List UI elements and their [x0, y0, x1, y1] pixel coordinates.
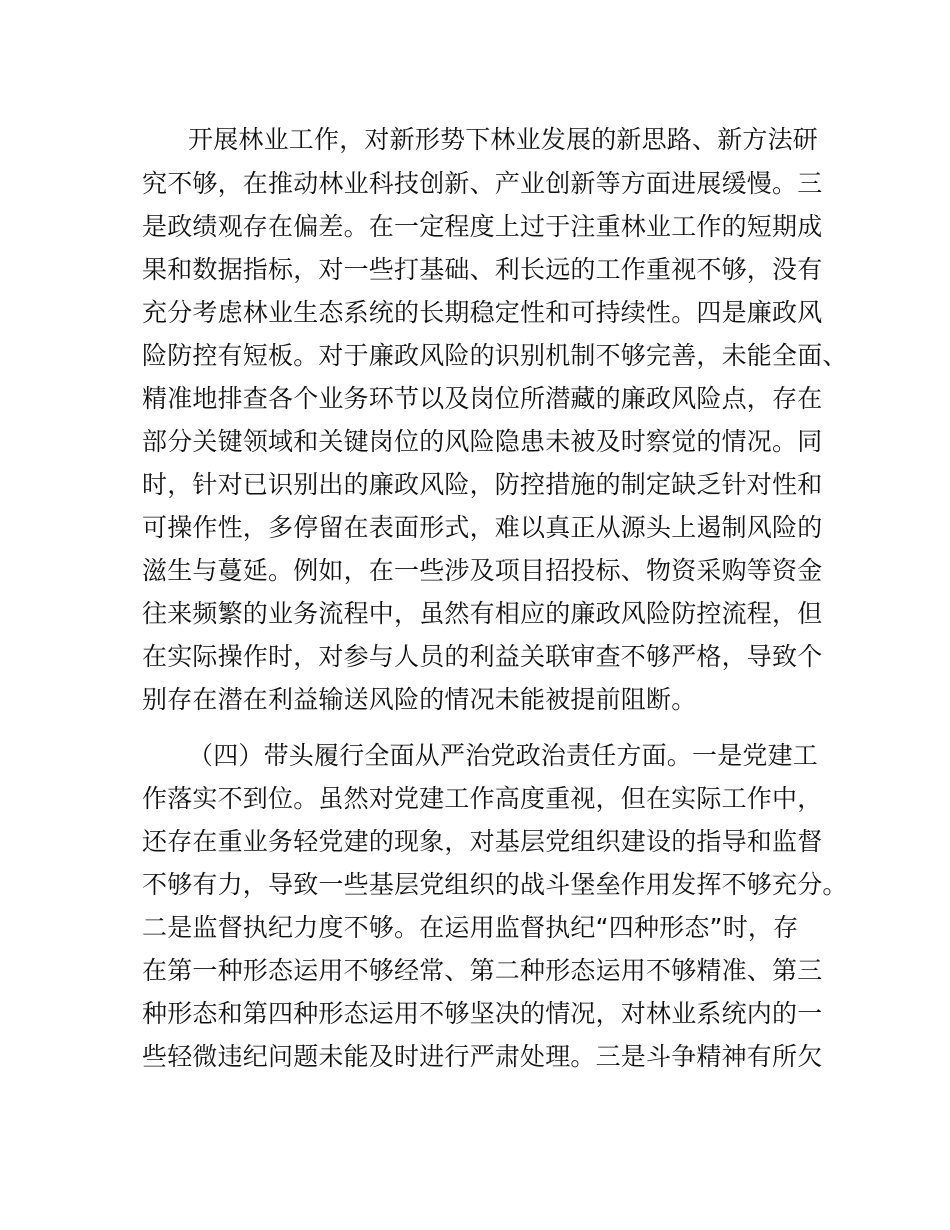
- paragraph-1-line: 在实际操作时，对参与人员的利益关联审查不够严格，导致个: [142, 642, 823, 671]
- paragraph-2-line: 还存在重业务轻党建的现象，对基层党组织建设的指导和监督: [142, 827, 823, 856]
- paragraph-1-line: 充分考虑林业生态系统的长期稳定性和可持续性。四是廉政风: [142, 298, 823, 327]
- paragraph-1-line: 开展林业工作，对新形势下林业发展的新思路、新方法研: [188, 125, 819, 154]
- paragraph-1-line: 险防控有短板。对于廉政风险的识别机制不够完善，未能全面、: [142, 341, 848, 370]
- paragraph-2-line: 些轻微违纪问题未能及时进行严肃处理。三是斗争精神有所欠: [142, 1042, 823, 1071]
- paragraph-1-line: 精准地排查各个业务环节以及岗位所潜藏的廉政风险点，存在: [142, 384, 823, 413]
- paragraph-2-line: （四）带头履行全面从严治党政治责任方面。一是党建工: [188, 741, 819, 770]
- paragraph-1-line: 别存在潜在利益输送风险的情况未能被提前阻断。: [142, 685, 697, 714]
- paragraph-1-line: 部分关键领域和关键岗位的风险隐患未被及时察觉的情况。同: [142, 427, 823, 456]
- paragraph-1-line: 时，针对已识别出的廉政风险，防控措施的制定缺乏针对性和: [142, 470, 823, 499]
- paragraph-2-line: 在第一种形态运用不够经常、第二种形态运用不够精准、第三: [142, 956, 823, 985]
- paragraph-1-line: 究不够，在推动林业科技创新、产业创新等方面进展缓慢。三: [142, 169, 823, 198]
- paragraph-1-line: 果和数据指标，对一些打基础、利长远的工作重视不够，没有: [142, 255, 823, 284]
- paragraph-2-line: 种形态和第四种形态运用不够坚决的情况，对林业系统内的一: [142, 999, 823, 1028]
- paragraph-1-line: 滋生与蔓延。例如，在一些涉及项目招投标、物资采购等资金: [142, 556, 823, 585]
- paragraph-1-line: 是政绩观存在偏差。在一定程度上过于注重林业工作的短期成: [142, 212, 823, 241]
- paragraph-2-line: 作落实不到位。虽然对党建工作高度重视，但在实际工作中，: [142, 784, 823, 813]
- paragraph-1-line: 往来频繁的业务流程中，虽然有相应的廉政风险防控流程，但: [142, 599, 823, 628]
- paragraph-2-line: 不够有力，导致一些基层党组织的战斗堡垒作用发挥不够充分。: [142, 870, 848, 899]
- paragraph-2-line: 二是监督执纪力度不够。在运用监督执纪“四种形态”时，存: [142, 913, 799, 942]
- paragraph-1-line: 可操作性，多停留在表面形式，难以真正从源头上遏制风险的: [142, 513, 823, 542]
